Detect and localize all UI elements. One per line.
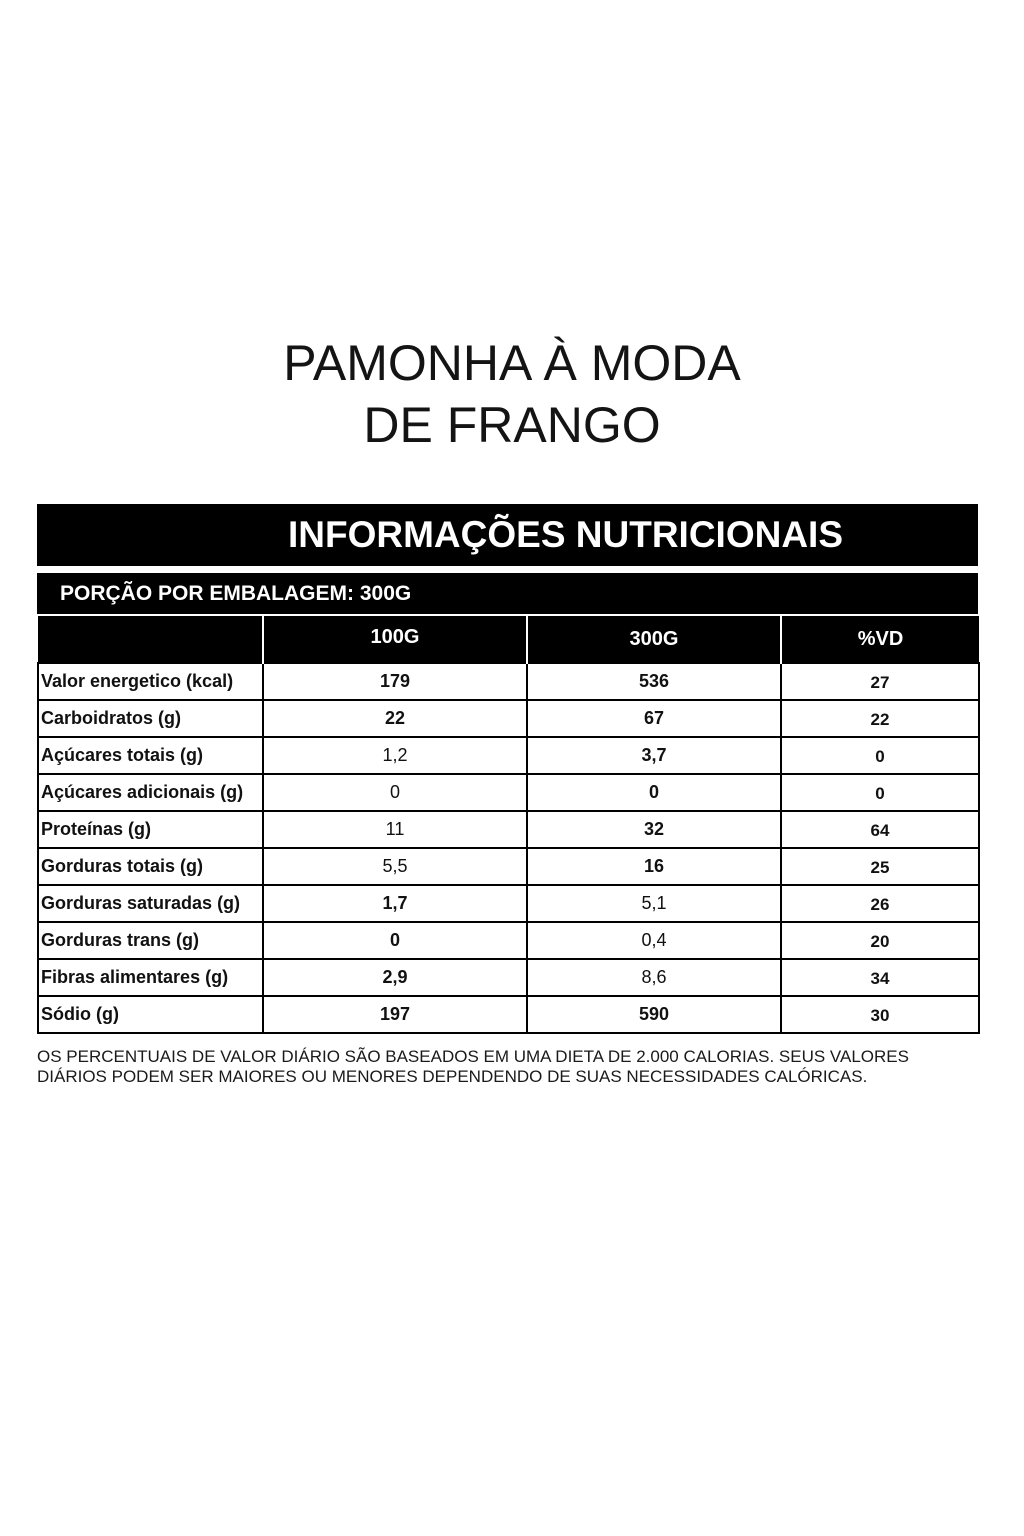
value-100g: 179 bbox=[263, 663, 527, 700]
value-100g: 2,9 bbox=[263, 959, 527, 996]
nutrient-label: Gorduras totais (g) bbox=[38, 848, 263, 885]
nutrient-label: Gorduras trans (g) bbox=[38, 922, 263, 959]
nutrient-label: Gorduras saturadas (g) bbox=[38, 885, 263, 922]
table-row bbox=[38, 774, 979, 811]
value-300g: 5,1 bbox=[527, 885, 781, 922]
product-title bbox=[0, 332, 1024, 456]
table-row bbox=[38, 811, 979, 848]
value-100g: 11 bbox=[263, 811, 527, 848]
column-header-300g: 300G bbox=[527, 616, 781, 663]
value-300g: 3,7 bbox=[527, 737, 781, 774]
nutrient-label: Proteínas (g) bbox=[38, 811, 263, 848]
value-vd: 30 bbox=[781, 996, 979, 1033]
nutrient-label: Carboidratos (g) bbox=[38, 700, 263, 737]
table-row bbox=[38, 700, 979, 737]
column-header-vd: %VD bbox=[781, 616, 979, 663]
nutrition-header-text: INFORMAÇÕES NUTRICIONAIS bbox=[288, 514, 843, 555]
value-300g: 0,4 bbox=[527, 922, 781, 959]
nutrition-header-bar bbox=[37, 504, 978, 566]
value-vd: 64 bbox=[781, 811, 979, 848]
value-300g: 590 bbox=[527, 996, 781, 1033]
product-title-line-2: DE FRANGO bbox=[363, 397, 661, 453]
table-row bbox=[38, 848, 979, 885]
value-100g: 1,7 bbox=[263, 885, 527, 922]
value-300g: 0 bbox=[527, 774, 781, 811]
daily-value-footnote: OS PERCENTUAIS DE VALOR DIÁRIO SÃO BASEADOS EM UMA DIETA DE 2.000 CALORIAS. SEUS VALORES DIÁRIOS PODEM SER MAIORES OU MENORES DEPENDENDO DE SUAS NECESSIDADES CALÓRICAS. bbox=[37, 1047, 909, 1086]
value-100g: 1,2 bbox=[263, 737, 527, 774]
portion-bar bbox=[37, 573, 978, 614]
value-vd: 0 bbox=[781, 774, 979, 811]
value-100g: 0 bbox=[263, 922, 527, 959]
value-vd: 25 bbox=[781, 848, 979, 885]
table-row bbox=[38, 885, 979, 922]
nutrition-table bbox=[37, 616, 980, 1034]
nutrient-label: Sódio (g) bbox=[38, 996, 263, 1033]
table-row bbox=[38, 737, 979, 774]
table-row bbox=[38, 959, 979, 996]
product-title-line-1: PAMONHA À MODA bbox=[283, 335, 741, 391]
value-100g: 5,5 bbox=[263, 848, 527, 885]
value-300g: 67 bbox=[527, 700, 781, 737]
value-300g: 536 bbox=[527, 663, 781, 700]
value-100g: 0 bbox=[263, 774, 527, 811]
nutrition-table-header-row bbox=[38, 616, 979, 663]
column-header-nutrient bbox=[38, 616, 263, 663]
value-vd: 27 bbox=[781, 663, 979, 700]
value-300g: 32 bbox=[527, 811, 781, 848]
table-row bbox=[38, 922, 979, 959]
nutrient-label: Fibras alimentares (g) bbox=[38, 959, 263, 996]
table-row bbox=[38, 663, 979, 700]
value-vd: 20 bbox=[781, 922, 979, 959]
value-100g: 22 bbox=[263, 700, 527, 737]
nutrient-label: Açúcares adicionais (g) bbox=[38, 774, 263, 811]
portion-text: PORÇÃO POR EMBALAGEM: 300G bbox=[60, 582, 412, 605]
table-row bbox=[38, 996, 979, 1033]
value-vd: 0 bbox=[781, 737, 979, 774]
value-300g: 16 bbox=[527, 848, 781, 885]
value-vd: 22 bbox=[781, 700, 979, 737]
column-header-100g: 100G bbox=[263, 616, 527, 663]
value-300g: 8,6 bbox=[527, 959, 781, 996]
value-vd: 26 bbox=[781, 885, 979, 922]
value-vd: 34 bbox=[781, 959, 979, 996]
nutrient-label: Valor energetico (kcal) bbox=[38, 663, 263, 700]
value-100g: 197 bbox=[263, 996, 527, 1033]
nutrient-label: Açúcares totais (g) bbox=[38, 737, 263, 774]
